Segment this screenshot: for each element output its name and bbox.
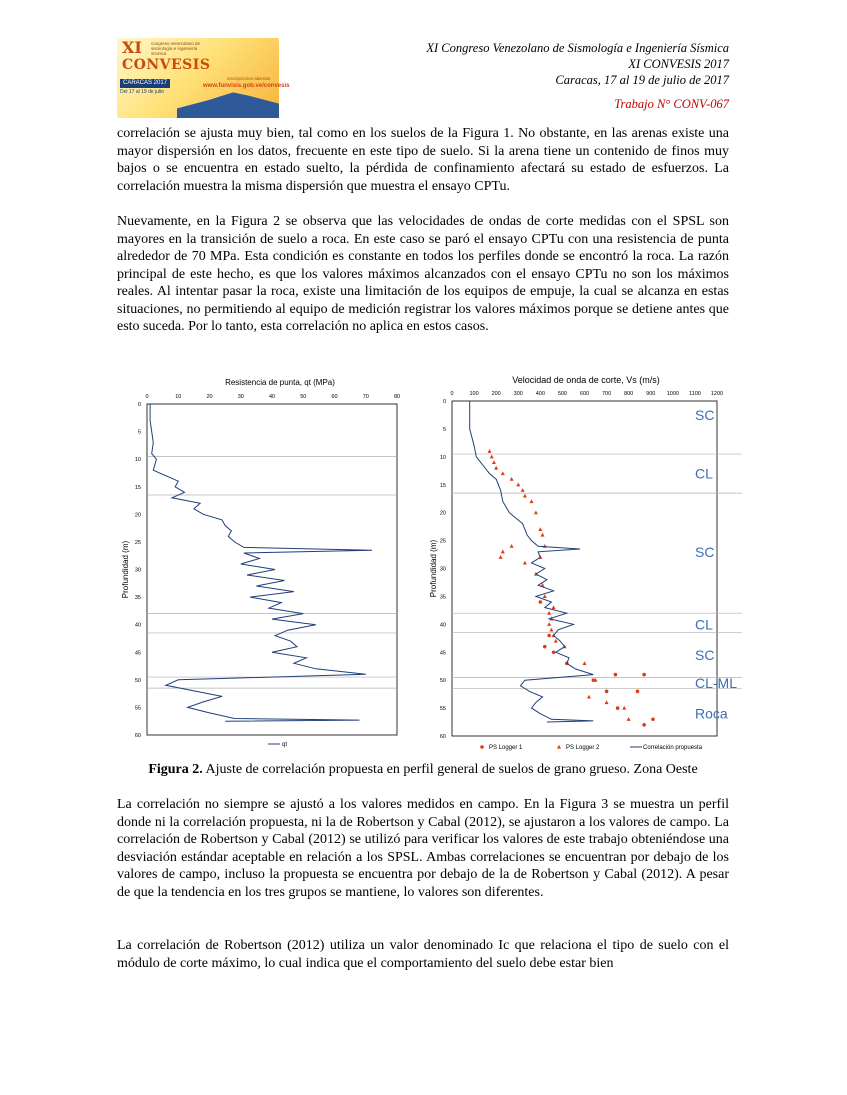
ps-logger-2-point: [552, 633, 556, 637]
x-tick-label: 200: [491, 391, 501, 397]
ps-logger-1-point: [651, 717, 655, 721]
ps-logger-2-point: [543, 544, 547, 548]
y-tick-label: 60: [134, 733, 141, 739]
ps-logger-2-point: [538, 555, 542, 559]
ps-logger-2-point: [521, 488, 525, 492]
paragraph-2: Nuevamente, en la Figura 2 se observa que las velocidades de ondas de corte medidas con el SPSL son mayores en la transición de suelo a roca. En este caso se paró el ensayo CPTu con una resistencia de punta alrededor de 70 MPa. Esta condición es constante en todos los perfiles donde se encontró la roca. La razón principal de este hecho, es que los valores máximos alcanzados con el ensayo CPTu no son los máximos reales. Al intentar pasar la roca, existe una limitación de los equipos de empuje, la cual se alcanza en estas situaciones, no permitiendo al equipo de medición registrar los valores máximos porque se detiene antes que esto suceda. Por lo tanto, esta correlación no aplica en estos casos.: [117, 214, 729, 334]
ps-logger-2-point: [534, 510, 538, 514]
y-tick-label: 0: [442, 399, 446, 405]
logo-mountain: [177, 86, 279, 118]
y-tick-label: 25: [439, 538, 446, 545]
x-tick-label: 0: [450, 391, 454, 397]
y-tick-label: 10: [134, 457, 141, 464]
ps-logger-2-point: [534, 572, 538, 576]
x-tick-label: 300: [513, 391, 523, 397]
chart-title: Resistencia de punta, qt (MPa): [225, 378, 335, 387]
logo-dates: Del 17 al 19 de julio: [120, 89, 164, 95]
ps-logger-1-point: [614, 673, 618, 677]
ps-logger-2-point: [547, 622, 551, 626]
ps-logger-2-point: [554, 639, 558, 643]
x-tick-label: 10: [175, 394, 182, 400]
legend-label: PS Logger 2: [566, 745, 600, 751]
header-line-1: XI Congreso Venezolano de Sismología e Ingeniería Sísmica: [426, 41, 729, 55]
x-tick-label: 800: [624, 391, 634, 397]
legend-label: PS Logger 1: [489, 745, 523, 751]
layer-label: CL: [695, 616, 713, 633]
ps-logger-1-point: [547, 634, 551, 638]
ps-logger-2-point: [494, 466, 498, 470]
ps-logger-2-point: [543, 594, 547, 598]
ps-logger-2-point: [583, 661, 587, 665]
ps-logger-2-point: [549, 617, 553, 621]
paper-number: Trabajo N° CONV-067: [614, 97, 729, 111]
y-tick-label: 20: [439, 510, 446, 517]
ps-logger-1-point: [552, 650, 556, 654]
ps-logger-2-point: [541, 583, 545, 587]
qt-profile-chart: [121, 378, 400, 748]
legend-swatch-ps2: [557, 745, 561, 749]
ps-logger-2-point: [490, 455, 494, 459]
ps-logger-2-point: [549, 628, 553, 632]
y-tick-label: 45: [134, 650, 141, 657]
ps-logger-1-point: [565, 662, 569, 666]
y-tick-label: 45: [439, 650, 446, 657]
layer-label: CL-ML: [695, 674, 738, 691]
congress-logo: [117, 38, 290, 118]
ps-logger-2-point: [501, 471, 505, 475]
plot-frame: [452, 401, 717, 736]
y-tick-label: 40: [439, 622, 446, 629]
x-tick-label: 50: [300, 394, 307, 400]
ps-logger-2-point: [488, 449, 492, 453]
x-tick-label: 1100: [689, 391, 701, 397]
logo-url: www.funvisis.gob.ve/convesis: [203, 83, 290, 89]
x-tick-label: 400: [535, 391, 545, 397]
legend-label-qt: qt: [282, 742, 288, 748]
y-tick-label: 55: [134, 705, 141, 712]
x-tick-label: 30: [237, 394, 244, 400]
y-tick-label: 30: [439, 566, 446, 573]
layer-label: CL: [695, 465, 713, 482]
x-tick-label: 600: [579, 391, 590, 397]
x-tick-label: 0: [145, 394, 149, 400]
y-tick-label: 15: [134, 484, 141, 491]
layer-label: Roca: [695, 705, 728, 722]
x-tick-label: 80: [393, 394, 401, 400]
ps-logger-2-point: [587, 695, 591, 699]
ps-logger-2-point: [627, 717, 631, 721]
paragraph-1: correlación se ajusta muy bien, tal como en los suelos de la Figura 1. No obstante, en las arenas existe una mayor dispersión en los datos, frecuente en este tipo de suelo. Si la arena tiene un contenido de finos muy bajos o se encuentra en estado suelto, la pérdida de confinamiento afectará su estado de esfuerzos. La correlación muestra la misma dispersión que muestra el ensayo CPTu.: [117, 126, 729, 194]
ps-logger-2-point: [516, 483, 520, 487]
y-tick-label: 50: [439, 678, 446, 685]
ps-logger-2-point: [541, 533, 545, 537]
caption-label: Figura 2.: [148, 762, 203, 777]
y-tick-label: 35: [439, 594, 446, 601]
qt-series-line: [150, 404, 372, 721]
ps-logger-1-point: [592, 678, 596, 682]
header-line-2: XI CONVESIS 2017: [628, 57, 729, 71]
x-tick-label: 100: [469, 391, 479, 397]
caption-text: Ajuste de correlación propuesta en perfil general de suelos de grano grueso. Zona Oeste: [202, 762, 698, 777]
ps-logger-1-point: [605, 690, 609, 694]
ps-logger-1-point: [642, 673, 646, 677]
ps-logger-1-point: [616, 706, 620, 710]
logo-badge: CARACAS 2017: [120, 79, 170, 88]
paragraph-4: La correlación de Robertson (2012) utiliza un valor denominado Ic que relaciona el tipo de suelo con el módulo de corte máximo, lo cual indica que el comportamiento del suelo debe estar bien: [117, 938, 729, 971]
layer-label: SC: [695, 406, 715, 423]
y-tick-label: 50: [134, 677, 141, 684]
ps-logger-2-point: [547, 611, 551, 615]
page-header: [426, 40, 729, 88]
ps-logger-2-point: [530, 499, 534, 503]
paragraph-3: La correlación no siempre se ajustó a los valores medidos en campo. En la Figura 3 se muestra un perfil donde ni la correlación propuesta, ni la de Robertson y Cabal (2012), se ajustaron a los valores de campo. La correlación de Robertson y Cabal (2012) se utilizó para verificar los valores de este trabajo obteniéndose una desviación estándar aceptable en relación a los SPSL. Ambas correlaciones se encuentran por debajo de los valores de campo, incluso la propuesta se encuentra por debajo de la de Robertson y Cabal (2012). A pesar de que la tendencia en los tres grupos se mantiene, lo valores son diferentes.: [117, 797, 729, 900]
x-tick-label: 500: [557, 391, 568, 397]
x-tick-label: 70: [362, 394, 369, 400]
y-tick-label: 60: [439, 734, 446, 740]
y-tick-label: 10: [439, 454, 446, 461]
y-tick-label: 15: [439, 482, 446, 489]
figure-caption: [117, 762, 729, 778]
logo-inscripciones: inscripciones abiertas: [227, 76, 271, 81]
ps-logger-1-point: [636, 690, 640, 694]
ps-logger-2-point: [501, 550, 505, 554]
ps-logger-1-point: [539, 600, 543, 604]
y-tick-label: 5: [442, 426, 446, 433]
chart-title: Velocidad de onda de corte, Vs (m/s): [512, 375, 660, 385]
y-axis-label: Profundidad (m): [121, 540, 130, 599]
y-tick-label: 35: [134, 595, 141, 602]
y-tick-label: 0: [137, 402, 141, 408]
y-tick-label: 55: [439, 706, 446, 713]
ps-logger-2-point: [523, 561, 527, 565]
logo-convesis: CONVESIS: [122, 57, 211, 73]
header-line-3: Caracas, 17 al 19 de julio de 2017: [555, 73, 729, 87]
ps-logger-2-point: [492, 460, 496, 464]
legend-swatch-ps1: [480, 745, 484, 749]
ps-logger-1-point: [543, 645, 547, 649]
ps-logger-2-point: [523, 494, 527, 498]
ps-logger-2-point: [594, 678, 598, 682]
layer-label: SC: [695, 647, 715, 664]
ps-logger-2-point: [538, 527, 542, 531]
y-tick-label: 25: [134, 539, 141, 546]
logo-xi: XI: [122, 38, 142, 57]
x-tick-label: 40: [268, 394, 276, 400]
ps-logger-2-point: [499, 555, 503, 559]
y-tick-label: 5: [137, 429, 141, 436]
ps-logger-2-point: [563, 644, 567, 648]
ps-logger-1-point: [642, 723, 646, 727]
y-tick-label: 30: [134, 567, 141, 574]
x-tick-label: 1000: [666, 391, 679, 397]
x-tick-label: 20: [206, 394, 213, 400]
ps-logger-2-point: [622, 706, 626, 710]
logo-subtitle: congreso venezolano de sismología e ingeniería sísmica: [151, 41, 201, 56]
x-tick-label: 1200: [710, 391, 724, 397]
ps-logger-2-point: [552, 605, 556, 609]
legend-label: Correlación propuesta: [643, 745, 703, 751]
layer-label: SC: [695, 543, 715, 560]
ps-logger-2-point: [605, 700, 609, 704]
y-tick-label: 40: [134, 622, 141, 629]
y-tick-label: 20: [134, 512, 141, 519]
y-axis-label: Profundidad (m): [429, 539, 438, 598]
x-tick-label: 900: [646, 391, 656, 397]
vs-profile-chart: [429, 375, 742, 751]
ps-logger-2-point: [510, 544, 514, 548]
x-tick-label: 60: [331, 394, 338, 400]
plot-frame: [147, 404, 397, 735]
ps-logger-2-point: [510, 477, 514, 481]
correlacion-series-line: [470, 401, 594, 722]
x-tick-label: 700: [601, 391, 612, 397]
